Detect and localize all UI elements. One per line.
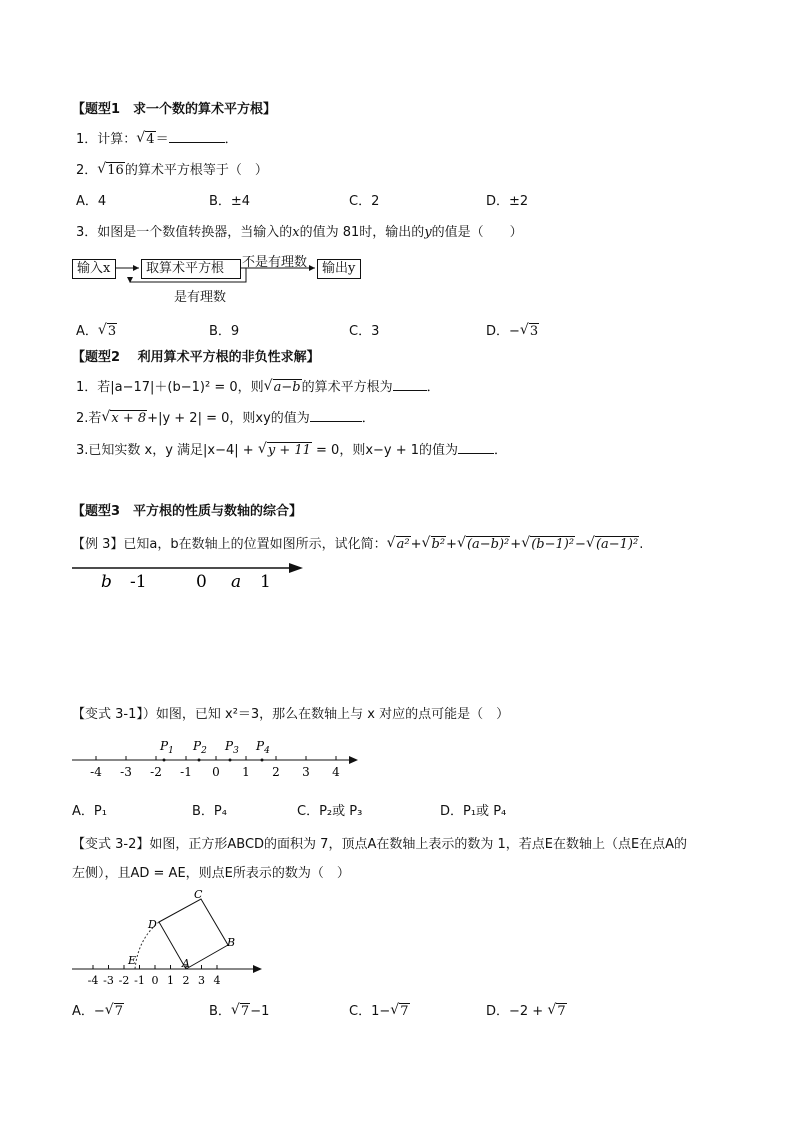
q-text-b: 的值为 81时，输出的 [299, 225, 425, 240]
answer-blank[interactable] [458, 441, 494, 454]
option-d[interactable]: D．−2 + √ 7 [486, 1002, 566, 1019]
q-text-a: 3．如图是一个数值转换器，当输入的 [76, 225, 293, 240]
sqrt-symbol: √ x + 8 [101, 409, 147, 426]
option-a[interactable]: A．− √ 7 [72, 1002, 124, 1019]
section-title-1: 【题型1 求一个数的算术平方根】 [72, 102, 277, 117]
axis1-label-a: a [231, 572, 242, 592]
option-d[interactable]: D．P₁或 P₄ [440, 804, 507, 819]
q-number: 2． [76, 163, 98, 178]
period: ． [361, 411, 375, 426]
variation-3-1: 【变式 3-1】）如图，已知 x²＝3，那么在数轴上与 x 对应的点可能是（ ） [72, 707, 510, 722]
q-text-b: = 0，则x−y + 1的值为 [311, 443, 459, 458]
q-text-a: 1．若|a−17|＋(b−1)² = 0，则 [76, 380, 264, 395]
question-2-3 [76, 439, 507, 458]
vertex-b: B [227, 936, 236, 949]
point-p2-label: $P_2$ [193, 739, 207, 756]
tick-label-2: 2 [182, 974, 190, 987]
tick-label-1: 1 [242, 765, 250, 779]
tick-label--3: -3 [103, 974, 114, 987]
q-text-a: 3.已知实数 x，y 满足|x−4| + [76, 443, 258, 458]
variation-3-2-line2: 左侧），且AD = AE，则点E所表示的数为（ ） [72, 866, 350, 881]
tick-label-2: 2 [272, 765, 280, 779]
tick-label-4: 4 [332, 765, 340, 779]
number-line-1 [0, 560, 794, 600]
var-x: x [292, 225, 300, 240]
point-p3-label: $P_3$ [225, 739, 239, 756]
tick-label-4: 4 [213, 974, 221, 987]
sqrt-symbol: √ 16 [97, 161, 124, 178]
tick-label-1: 1 [167, 974, 174, 987]
q-text-a: 2.若 [76, 411, 102, 426]
flow-not-rational-label: 不是有理数 [242, 255, 308, 270]
sqrt-symbol: √ 4 [136, 130, 155, 147]
point-p2 [198, 759, 201, 762]
option-a[interactable]: A．4 [76, 194, 107, 209]
option-c[interactable]: C．1− √ 7 [349, 1002, 409, 1019]
section-title-3: 【题型3 平方根的性质与数轴的综合】 [72, 504, 303, 519]
q-text-c: 的值是（ ） [431, 225, 523, 240]
tick-label--1: -1 [134, 974, 145, 987]
vertex-e: E [128, 954, 137, 967]
axis1-label-0: 0 [196, 572, 207, 592]
flow-input-box: 输入x [72, 259, 116, 279]
question-2-1 [76, 376, 440, 395]
answer-blank[interactable] [310, 409, 362, 422]
radicand: 16 [107, 163, 124, 178]
period: ． [494, 443, 508, 458]
square-abcd [159, 899, 228, 969]
vertex-a: A [182, 957, 190, 970]
tick-label-0: 0 [212, 765, 220, 779]
option-c[interactable]: C．2 [349, 194, 380, 209]
square-number-line-figure [0, 884, 794, 994]
tick-label--4: -4 [90, 765, 102, 779]
option-c[interactable]: C．3 [349, 324, 380, 339]
flow-output-box: 输出y [317, 259, 361, 279]
q-text: 的算术平方根等于（ ） [124, 163, 268, 178]
q-number: 1．计算： [76, 132, 137, 147]
option-a[interactable]: A． √ 3 [76, 322, 117, 339]
vertex-d: D [148, 918, 157, 931]
flow-process-box: 取算术平方根 [141, 259, 241, 279]
tick-label--4: -4 [87, 974, 99, 987]
period: ． [224, 132, 238, 147]
option-b[interactable]: B． √ 7−1 [209, 1002, 270, 1019]
tick-label--2: -2 [150, 765, 162, 779]
tick-label-0: 0 [151, 974, 159, 987]
point-p4-label: $P_4$ [256, 739, 270, 756]
option-b[interactable]: B．P₄ [192, 804, 227, 819]
option-c[interactable]: C．P₂或 P₃ [297, 804, 363, 819]
axis1-label-b: b [101, 572, 112, 592]
question-2-2 [76, 407, 375, 426]
axis1-label-neg1: -1 [130, 572, 147, 592]
answer-blank[interactable] [393, 378, 427, 391]
sqrt-symbol: √ y + 11 [257, 441, 311, 458]
radicand: 4 [146, 132, 155, 147]
var-y: y [424, 225, 432, 240]
sqrt-symbol: √ a−b [263, 378, 301, 395]
option-d[interactable]: D．±2 [486, 194, 529, 209]
option-b[interactable]: B．9 [209, 324, 240, 339]
vertex-c: C [194, 888, 203, 901]
number-line-2 [0, 732, 794, 780]
variation-3-2-line1: 【变式 3-2】如图，正方形ABCD的面积为 7，顶点A在数轴上表示的数为 1，若点E在数轴上（点E在点A的 [72, 837, 688, 852]
point-p4 [261, 759, 264, 762]
period: ． [426, 380, 440, 395]
axis1-label-1: 1 [260, 572, 271, 592]
option-d[interactable]: D．− √ 3 [486, 322, 539, 339]
tick-label-3: 3 [302, 765, 310, 779]
q-text-b: +|y + 2| = 0，则xy的值为 [147, 411, 310, 426]
point-p1-label: $P_1$ [160, 739, 174, 756]
point-p3 [229, 759, 232, 762]
section-title-2: 【题型2 利用算术平方根的非负性求解】 [72, 350, 320, 365]
tick-label--1: -1 [180, 765, 192, 779]
option-a[interactable]: A．P₁ [72, 804, 107, 819]
flow-arrows [0, 0, 794, 320]
option-b[interactable]: B．±4 [209, 194, 251, 209]
q-text-b: 的算术平方根为 [301, 380, 393, 395]
tick-label-3: 3 [198, 974, 205, 987]
equals: ＝ [155, 132, 169, 147]
point-p1 [163, 759, 166, 762]
flow-is-rational-label: 是有理数 [174, 290, 227, 305]
tick-label--3: -3 [120, 765, 132, 779]
example-3: 【例 3】已知a，b在数轴上的位置如图所示，试化简： √ a²+ √ b²+ √ (a−b)²+ √ (b−1)²− √ (a−1)². [72, 535, 644, 552]
tick-label--2: -2 [118, 974, 130, 987]
example-text: 【例 3】已知a，b在数轴上的位置如图所示，试化简： [72, 537, 387, 552]
